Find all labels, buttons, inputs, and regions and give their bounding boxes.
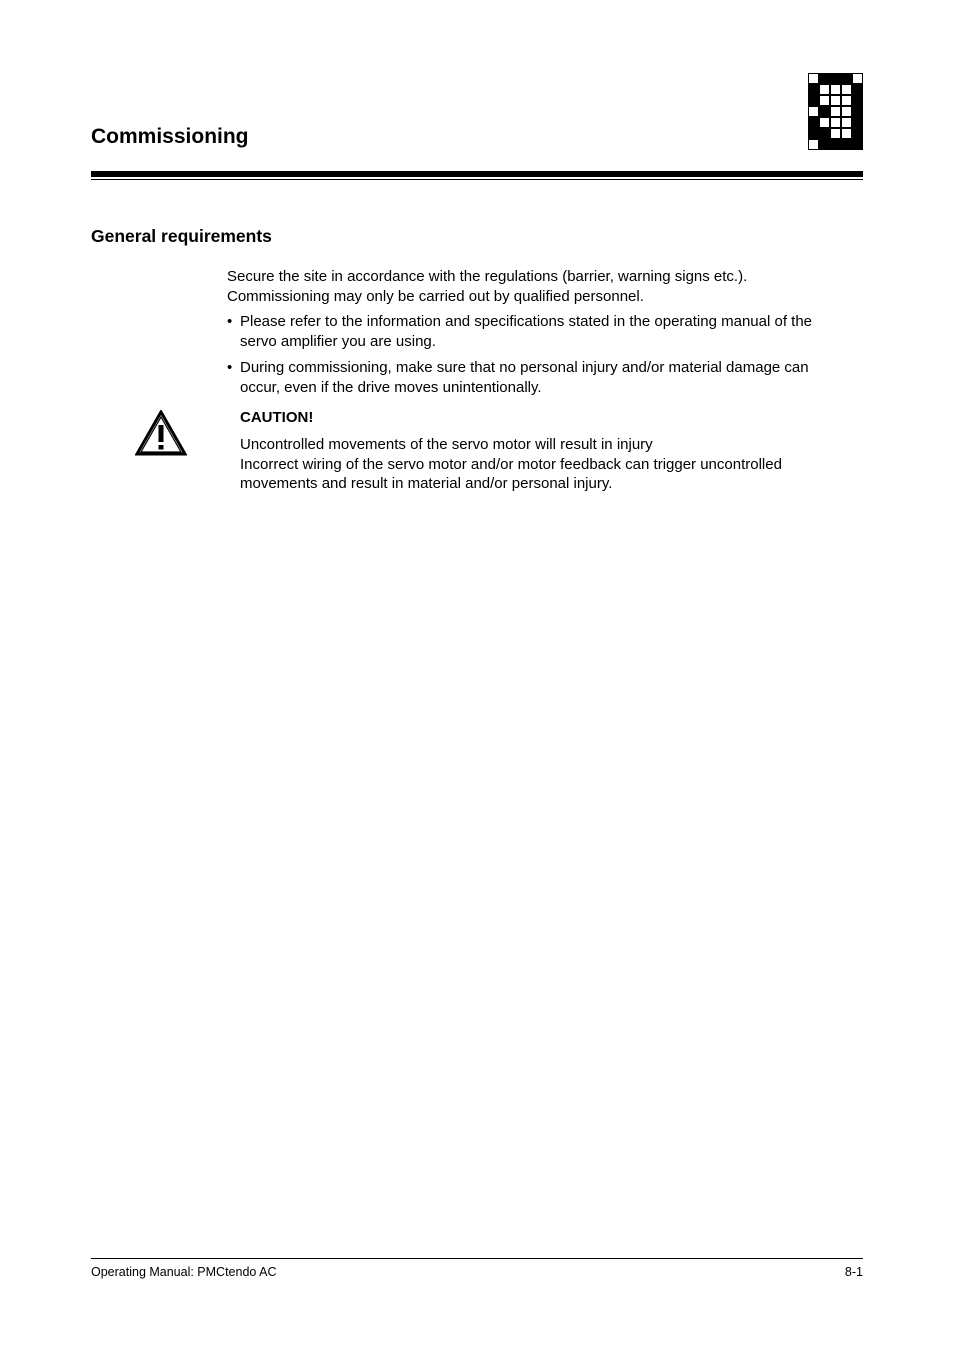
chapter-title: Commissioning (91, 125, 249, 148)
header-rule-thin (91, 179, 863, 180)
footer-document-title: Operating Manual: PMCtendo AC (91, 1265, 277, 1279)
bullet-symbol: • (227, 359, 233, 376)
intro-line: Commissioning may only be carried out by qualified personnel. (227, 287, 644, 305)
bullet-line: servo amplifier you are using. (240, 332, 436, 350)
bullet-line: Please refer to the information and specifications stated in the operating manual of the (240, 313, 813, 330)
footer-rule (91, 1258, 863, 1259)
bullet-symbol: • (227, 313, 233, 330)
footer-page-number: 8-1 (844, 1265, 863, 1279)
intro-line: Secure the site in accordance with the regulations (barrier, warning signs etc.). (227, 268, 748, 285)
header-rule-thick (91, 171, 863, 177)
section-title: General requirements (91, 226, 272, 246)
warning-triangle-icon (135, 410, 187, 456)
bullet-line: During commissioning, make sure that no personal injury and/or material damage can (240, 359, 809, 376)
caution-line: movements and result in material and/or personal injury. (240, 475, 613, 492)
caution-title: CAUTION! (240, 409, 314, 426)
caution-line: Uncontrolled movements of the servo motor will result in injury (240, 436, 653, 453)
intro-paragraph (227, 267, 867, 306)
caution-text (240, 435, 865, 494)
grid-chapter-marker-icon (808, 73, 864, 151)
caution-line: Incorrect wiring of the servo motor and/or motor feedback can trigger uncontrolled (240, 455, 782, 473)
bullet-line: occur, even if the drive moves unintentionally. (240, 378, 542, 396)
